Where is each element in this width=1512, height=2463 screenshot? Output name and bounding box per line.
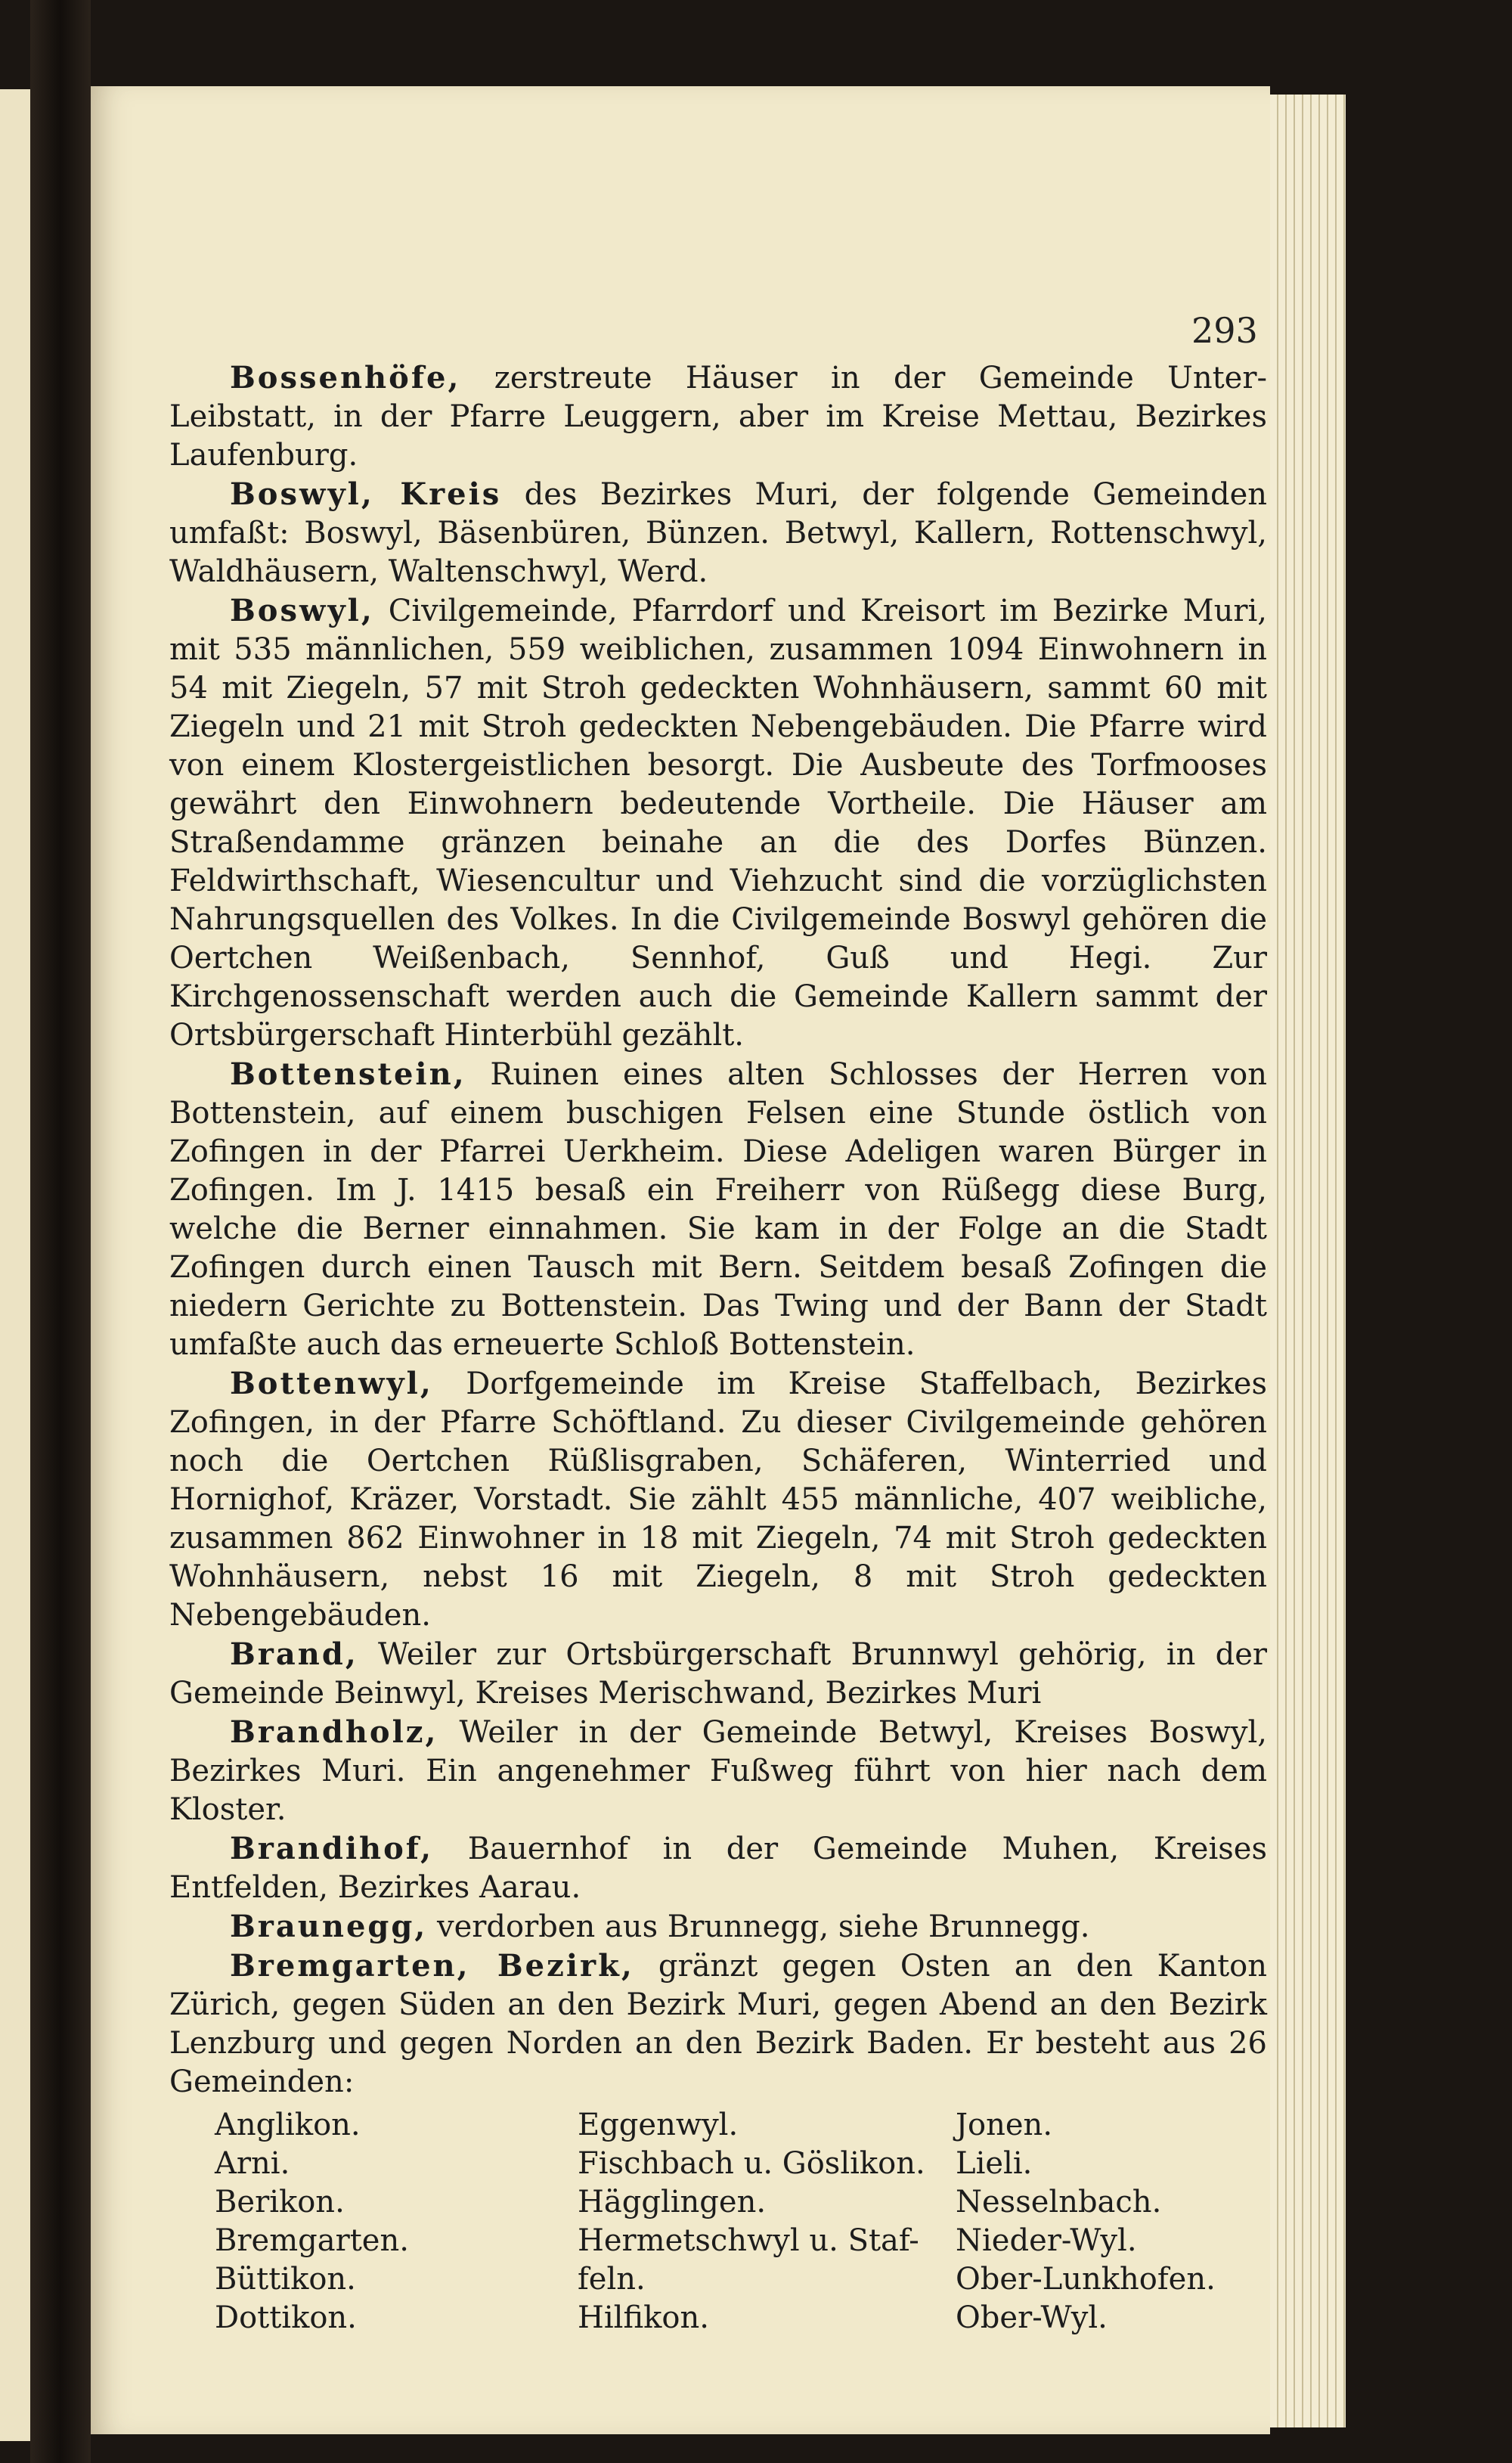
entry [169,1364,1267,1635]
entry-head: Brand, [230,1636,358,1672]
municipality-list [169,2106,1267,2337]
municipality: Büttikon. [215,2262,356,2297]
book-page [91,86,1270,2434]
entry-text: verdorben aus Brunnegg, siehe Brunnegg. [437,1909,1090,1944]
entry-text: zerstreute Häuser in der Gemeinde Unter-Leibstatt, in der Pfarre Leuggern, aber im Kreise Mettau, Bezirkes Laufenburg. [169,361,1267,473]
page-edges [1270,95,1346,2427]
page-number: 293 [1191,310,1258,351]
entry-text: Ruinen eines alten Schlosses der Herren von Bottenstein, auf einem buschigen Felsen eine Stunde östlich von Zofingen in der Pfarrei Uerkheim. Diese Adeligen waren Bürger in Zofingen. Im J. 1415 besaß ein Freiherr von Rüßegg diese Burg, welche die Berner einnahmen. Sie kam in der Folge an die Stadt Zofingen durch einen Tausch mit Bern. Seitdem besaß Zofingen die niedern Gerichte zu Bottenstein. Das Twing und der Bann der Stadt umfaßte auch das erneuerte Schloß Bottenstein. [169,1057,1268,1362]
municipality: Fischbach u. Göslikon. [578,2146,925,2181]
municipality: Arni. [215,2146,290,2181]
entry [169,475,1267,591]
entry-head: Brandholz, [230,1714,438,1750]
municipality: Ober-Lunkhofen. [956,2262,1216,2297]
entry-head: Bremgarten, Bezirk, [230,1948,634,1984]
entry-head: Brandihof, [230,1831,434,1866]
entry [169,1055,1267,1364]
entry-text: des Bezirkes Muri, der folgende Gemeinden umfaßt: Boswyl, Bäsenbüren, Bünzen. Betwyl, Kallern, Rottenschwyl, Waldhäusern, Waltenschwyl, Werd. [169,477,1268,589]
entry [169,1713,1267,1829]
municipality: Lieli. [956,2146,1033,2181]
municipality: Eggenwyl. [578,2108,739,2142]
municipality: Anglikon. [215,2108,361,2142]
municipality: Dottikon. [215,2300,357,2335]
entry [169,1829,1267,1907]
municipality: feln. [578,2262,646,2297]
entry-text: Bauernhof in der Gemeinde Muhen, Kreises Entfelden, Bezirkes Aarau. [169,1832,1267,1905]
entry [169,358,1267,475]
entry-head: Boswyl, Kreis [230,476,502,512]
municipality: Hilfikon. [578,2300,709,2335]
entry-text: Weiler zur Ortsbürgerschaft Brunnwyl gehörig, in der Gemeinde Beinwyl, Kreises Merischwand, Bezirkes Muri [169,1637,1267,1711]
entry [169,1947,1267,2102]
entry-head: Bossenhöfe, [230,360,461,396]
municipality: Berikon. [215,2185,345,2219]
municipality: Nieder-Wyl. [956,2223,1137,2258]
entry-text: Weiler in der Gemeinde Betwyl, Kreises Boswyl, Bezirkes Muri. Ein angenehmer Fußweg führt von hier nach dem Kloster. [169,1715,1268,1827]
municipality: Hermetschwyl u. Staf- [578,2223,919,2258]
entry-head: Boswyl, [230,593,374,628]
entry-text: Civilgemeinde, Pfarrdorf und Kreisort im Bezirke Muri, mit 535 männlichen, 559 weiblichen, zusammen 1094 Einwohnern in 54 mit Ziegeln, 57 mit Stroh gedeckten Wohnhäusern, sammt 60 mit Ziegeln und 21 mit Stroh gedeckten Nebengebäuden. Die Pfarre wird von einem Klostergeistlichen besorgt. Die Ausbeute des Torfmooses gewährt den Einwohnern bedeutende Vortheile. Die Häuser am Straßendamme gränzen beinahe an die des Dorfes Bünzen. Feldwirthschaft, Wiesencultur und Viehzucht sind die vorzüglichsten Nahrungsquellen des Volkes. In die Civilgemeinde Boswyl gehören die Oertchen Weißenbach, Sennhof, Guß und Hegi. Zur Kirchgenossenschaft werden auch die Gemeinde Kallern sammt der Ortsbürgerschaft Hinterbühl gezählt. [169,594,1267,1053]
entry [169,591,1267,1055]
entry [169,1907,1267,1947]
municipality: Bremgarten. [215,2223,409,2258]
entry-text: gränzt gegen Osten an den Kanton Zürich, gegen Süden an den Bezirk Muri, gegen Abend an den Bezirk Lenzburg und gegen Norden an den Bezirk Baden. Er besteht aus 26 Gemeinden: [169,1949,1268,2099]
entry-head: Bottenstein, [230,1056,466,1092]
left-page-edge [0,89,30,2441]
entry-head: Braunegg, [230,1909,428,1944]
entry-head: Bottenwyl, [230,1366,433,1401]
municipality: Jonen. [956,2108,1053,2142]
municipality: Ober-Wyl. [956,2300,1108,2335]
entry [169,1635,1267,1713]
book-gutter [30,0,91,2463]
entry-text: Dorfgemeinde im Kreise Staffelbach, Bezirkes Zofingen, in der Pfarre Schöftland. Zu dieser Civilgemeinde gehören noch die Oertchen Rüßlisgraben, Schäferen, Winterried und Hornighof, Kräzer, Vorstadt. Sie zählt 455 männliche, 407 weibliche, zusammen 862 Einwohner in 18 mit Ziegeln, 74 mit Stroh gedeckten Wohnhäusern, nebst 16 mit Ziegeln, 8 mit Stroh gedeckten Nebengebäuden. [169,1366,1267,1633]
municipality: Nesselnbach. [956,2185,1162,2219]
municipality: Hägglingen. [578,2185,767,2219]
page-text [169,358,1267,2337]
